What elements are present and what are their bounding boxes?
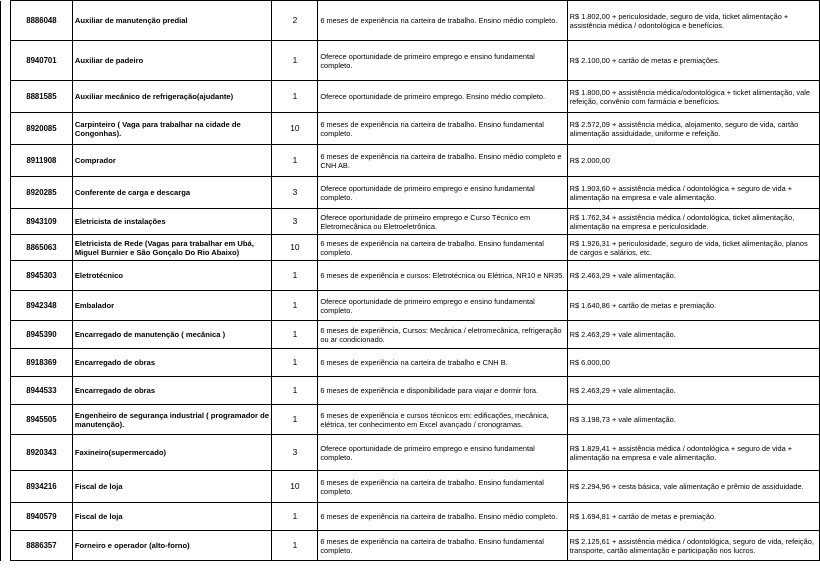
table-row xyxy=(1,41,820,81)
requirements-cell: Oferece oportunidade de primeiro emprego e ensino fundamental completo. xyxy=(318,177,567,209)
job-title-cell: Encarregado de obras xyxy=(72,349,272,377)
row-margin-cell xyxy=(1,209,11,235)
salary-benefits-cell: R$ 2.000,00 xyxy=(567,145,819,177)
vacancy-count-cell: 1 xyxy=(272,405,318,435)
requirements-cell: 6 meses de experiência na carteira de trabalho. Ensino fundamental completo. xyxy=(318,235,567,261)
row-margin-cell xyxy=(1,177,11,209)
row-margin-cell xyxy=(1,291,11,321)
salary-benefits-cell: R$ 2.294,96 + cesta básica, vale alimentação e prêmio de assiduidade. xyxy=(567,471,819,503)
vacancy-count-cell: 3 xyxy=(272,177,318,209)
job-title-cell: Engenheiro de segurança industrial ( programador de manutenção). xyxy=(72,405,272,435)
vacancy-count-cell: 1 xyxy=(272,377,318,405)
vacancy-count-cell: 2 xyxy=(272,1,318,41)
table-row xyxy=(1,235,820,261)
table-row xyxy=(1,209,820,235)
salary-benefits-cell: R$ 1.640,86 + cartão de metas e premiação. xyxy=(567,291,819,321)
job-code-cell: 8886357 xyxy=(10,531,72,561)
requirements-cell: 6 meses de experiência na carteira de trabalho. Ensino fundamental completo. xyxy=(318,531,567,561)
requirements-cell: Oferece oportunidade de primeiro emprego e ensino fundamental completo. xyxy=(318,41,567,81)
salary-benefits-cell: R$ 1.926,31 + periculosidade, seguro de vida, ticket alimentação, planos de cargos e salários, etc. xyxy=(567,235,819,261)
job-code-cell: 8934216 xyxy=(10,471,72,503)
salary-benefits-cell: R$ 2.463,29 + vale alimentação. xyxy=(567,321,819,349)
job-code-cell: 8865063 xyxy=(10,235,72,261)
job-title-cell: Encarregado de obras xyxy=(72,377,272,405)
table-row xyxy=(1,145,820,177)
job-code-cell: 8920343 xyxy=(10,435,72,471)
salary-benefits-cell: R$ 3.198,73 + vale alimentação. xyxy=(567,405,819,435)
job-title-cell: Encarregado de manutenção ( mecânica ) xyxy=(72,321,272,349)
row-margin-cell xyxy=(1,113,11,145)
salary-benefits-cell: R$ 1.800,00 + assistência médica/odontológica + ticket alimentação, vale refeição, convênio com farmácia e benefícios. xyxy=(567,81,819,113)
salary-benefits-cell: R$ 2.463,29 + vale alimentação. xyxy=(567,377,819,405)
requirements-cell: Oferece oportunidade de primeiro emprego. Ensino médio completo. xyxy=(318,81,567,113)
row-margin-cell xyxy=(1,531,11,561)
row-margin-cell xyxy=(1,261,11,291)
vacancy-count-cell: 1 xyxy=(272,81,318,113)
table-row xyxy=(1,531,820,561)
vacancy-count-cell: 1 xyxy=(272,321,318,349)
requirements-cell: 6 meses de experiência e cursos: Eletrotécnica ou Elétrica, NR10 e NR35. xyxy=(318,261,567,291)
salary-benefits-cell: R$ 1.802,00 + periculosidade, seguro de vida, ticket alimentação + assistência médica / odontológica e benefícios. xyxy=(567,1,819,41)
job-title-cell: Conferente de carga e descarga xyxy=(72,177,272,209)
salary-benefits-cell: R$ 1.903,60 + assistência médica / odontológica + seguro de vida + alimentação na empresa e vale alimentação. xyxy=(567,177,819,209)
job-code-cell: 8943109 xyxy=(10,209,72,235)
vacancy-count-cell: 1 xyxy=(272,531,318,561)
table-row xyxy=(1,435,820,471)
row-margin-cell xyxy=(1,1,11,41)
vacancy-count-cell: 1 xyxy=(272,349,318,377)
vacancy-count-cell: 1 xyxy=(272,291,318,321)
table-row xyxy=(1,177,820,209)
salary-benefits-cell: R$ 1.829,41 + assistência médica / odontológica + seguro de vida + alimentação na empresa e vale alimentação. xyxy=(567,435,819,471)
salary-benefits-cell: R$ 2.572,09 + assistência médica, alojamento, seguro de vida, cartão alimentação assiduidade, uniforme e refeição. xyxy=(567,113,819,145)
job-code-cell: 8945505 xyxy=(10,405,72,435)
row-margin-cell xyxy=(1,349,11,377)
row-margin-cell xyxy=(1,377,11,405)
job-title-cell: Eletricista de instalações xyxy=(72,209,272,235)
job-code-cell: 8918369 xyxy=(10,349,72,377)
table-row xyxy=(1,349,820,377)
requirements-cell: Oferece oportunidade de primeiro emprego e ensino fundamental completo. xyxy=(318,435,567,471)
job-title-cell: Carpinteiro ( Vaga para trabalhar na cidade de Congonhas). xyxy=(72,113,272,145)
job-code-cell: 8886048 xyxy=(10,1,72,41)
row-margin-cell xyxy=(1,41,11,81)
job-title-cell: Auxiliar de padeiro xyxy=(72,41,272,81)
table-row xyxy=(1,113,820,145)
table-row xyxy=(1,377,820,405)
requirements-cell: 6 meses de experiência na carteira de trabalho. Ensino fundamental completo. xyxy=(318,113,567,145)
job-code-cell: 8945390 xyxy=(10,321,72,349)
salary-benefits-cell: R$ 6.000,00 xyxy=(567,349,819,377)
job-code-cell: 8881585 xyxy=(10,81,72,113)
job-title-cell: Eletricista de Rede (Vagas para trabalhar em Ubá, Miguel Burnier e São Gonçalo Do Rio Abaixo) xyxy=(72,235,272,261)
job-code-cell: 8920285 xyxy=(10,177,72,209)
table-row xyxy=(1,321,820,349)
vacancy-count-cell: 1 xyxy=(272,41,318,81)
requirements-cell: 6 meses de experiência na carteira de trabalho e CNH B. xyxy=(318,349,567,377)
table-row xyxy=(1,471,820,503)
requirements-cell: 6 meses de experiência na carteira de trabalho. Ensino médio completo. xyxy=(318,1,567,41)
job-code-cell: 8945303 xyxy=(10,261,72,291)
job-code-cell: 8940579 xyxy=(10,503,72,531)
vacancy-count-cell: 1 xyxy=(272,503,318,531)
row-margin-cell xyxy=(1,405,11,435)
job-code-cell: 8911908 xyxy=(10,145,72,177)
salary-benefits-cell: R$ 2.100,00 + cartão de metas e premiações. xyxy=(567,41,819,81)
salary-benefits-cell: R$ 1.762,34 + assistência médica / odontológica, ticket alimentação, alimentação na empresa e periculosidade. xyxy=(567,209,819,235)
row-margin-cell xyxy=(1,503,11,531)
job-code-cell: 8942348 xyxy=(10,291,72,321)
requirements-cell: Oferece oportunidade de primeiro emprego e Curso Técnico em Eletromecânica ou Eletroeletrônica. xyxy=(318,209,567,235)
table-row xyxy=(1,81,820,113)
vacancy-count-cell: 1 xyxy=(272,261,318,291)
table-row xyxy=(1,405,820,435)
job-code-cell: 8944533 xyxy=(10,377,72,405)
row-margin-cell xyxy=(1,471,11,503)
row-margin-cell xyxy=(1,145,11,177)
requirements-cell: Oferece oportunidade de primeiro emprego e ensino fundamental completo. xyxy=(318,291,567,321)
job-code-cell: 8920085 xyxy=(10,113,72,145)
job-title-cell: Fiscal de loja xyxy=(72,471,272,503)
requirements-cell: 6 meses de experiência na carteira de trabalho. Ensino fundamental completo. xyxy=(318,471,567,503)
row-margin-cell xyxy=(1,235,11,261)
table-row xyxy=(1,503,820,531)
job-title-cell: Faxineiro(supermercado) xyxy=(72,435,272,471)
job-title-cell: Embalador xyxy=(72,291,272,321)
vacancy-count-cell: 10 xyxy=(272,235,318,261)
requirements-cell: 6 meses de experiência na carteira de trabalho. Ensino médio completo e CNH AB. xyxy=(318,145,567,177)
vacancy-count-cell: 10 xyxy=(272,471,318,503)
requirements-cell: 6 meses de experiência, Cursos: Mecânica / eletromecânica, refrigeração ou ar condicionado. xyxy=(318,321,567,349)
salary-benefits-cell: R$ 2.125,61 + assistência médica / odontológica, seguro de vida, refeição, transporte, cartão alimentação e participação nos lucros. xyxy=(567,531,819,561)
job-table-body xyxy=(1,1,820,561)
requirements-cell: 6 meses de experiência e cursos técnicos em: edificações, mecânica, elétrica, ter conhecimento em Excel avançado / cronogramas. xyxy=(318,405,567,435)
job-title-cell: Fiscal de loja xyxy=(72,503,272,531)
job-title-cell: Forneiro e operador (alto-forno) xyxy=(72,531,272,561)
salary-benefits-cell: R$ 2.463,29 + vale alimentação. xyxy=(567,261,819,291)
requirements-cell: 6 meses de experiência e disponibilidade para viajar e dormir fora. xyxy=(318,377,567,405)
vacancy-count-cell: 10 xyxy=(272,113,318,145)
table-row xyxy=(1,291,820,321)
job-title-cell: Auxiliar de manutenção predial xyxy=(72,1,272,41)
vacancy-count-cell: 3 xyxy=(272,435,318,471)
requirements-cell: 6 meses de experiência na carteira de trabalho. Ensino médio completo. xyxy=(318,503,567,531)
vacancy-count-cell: 1 xyxy=(272,145,318,177)
table-row xyxy=(1,1,820,41)
job-title-cell: Auxiliar mecânico de refrigeração(ajudante) xyxy=(72,81,272,113)
vacancy-count-cell: 3 xyxy=(272,209,318,235)
job-title-cell: Comprador xyxy=(72,145,272,177)
job-code-cell: 8940701 xyxy=(10,41,72,81)
table-row xyxy=(1,261,820,291)
row-margin-cell xyxy=(1,435,11,471)
row-margin-cell xyxy=(1,81,11,113)
job-title-cell: Eletrotécnico xyxy=(72,261,272,291)
row-margin-cell xyxy=(1,321,11,349)
salary-benefits-cell: R$ 1.694,81 + cartão de metas e premiação. xyxy=(567,503,819,531)
